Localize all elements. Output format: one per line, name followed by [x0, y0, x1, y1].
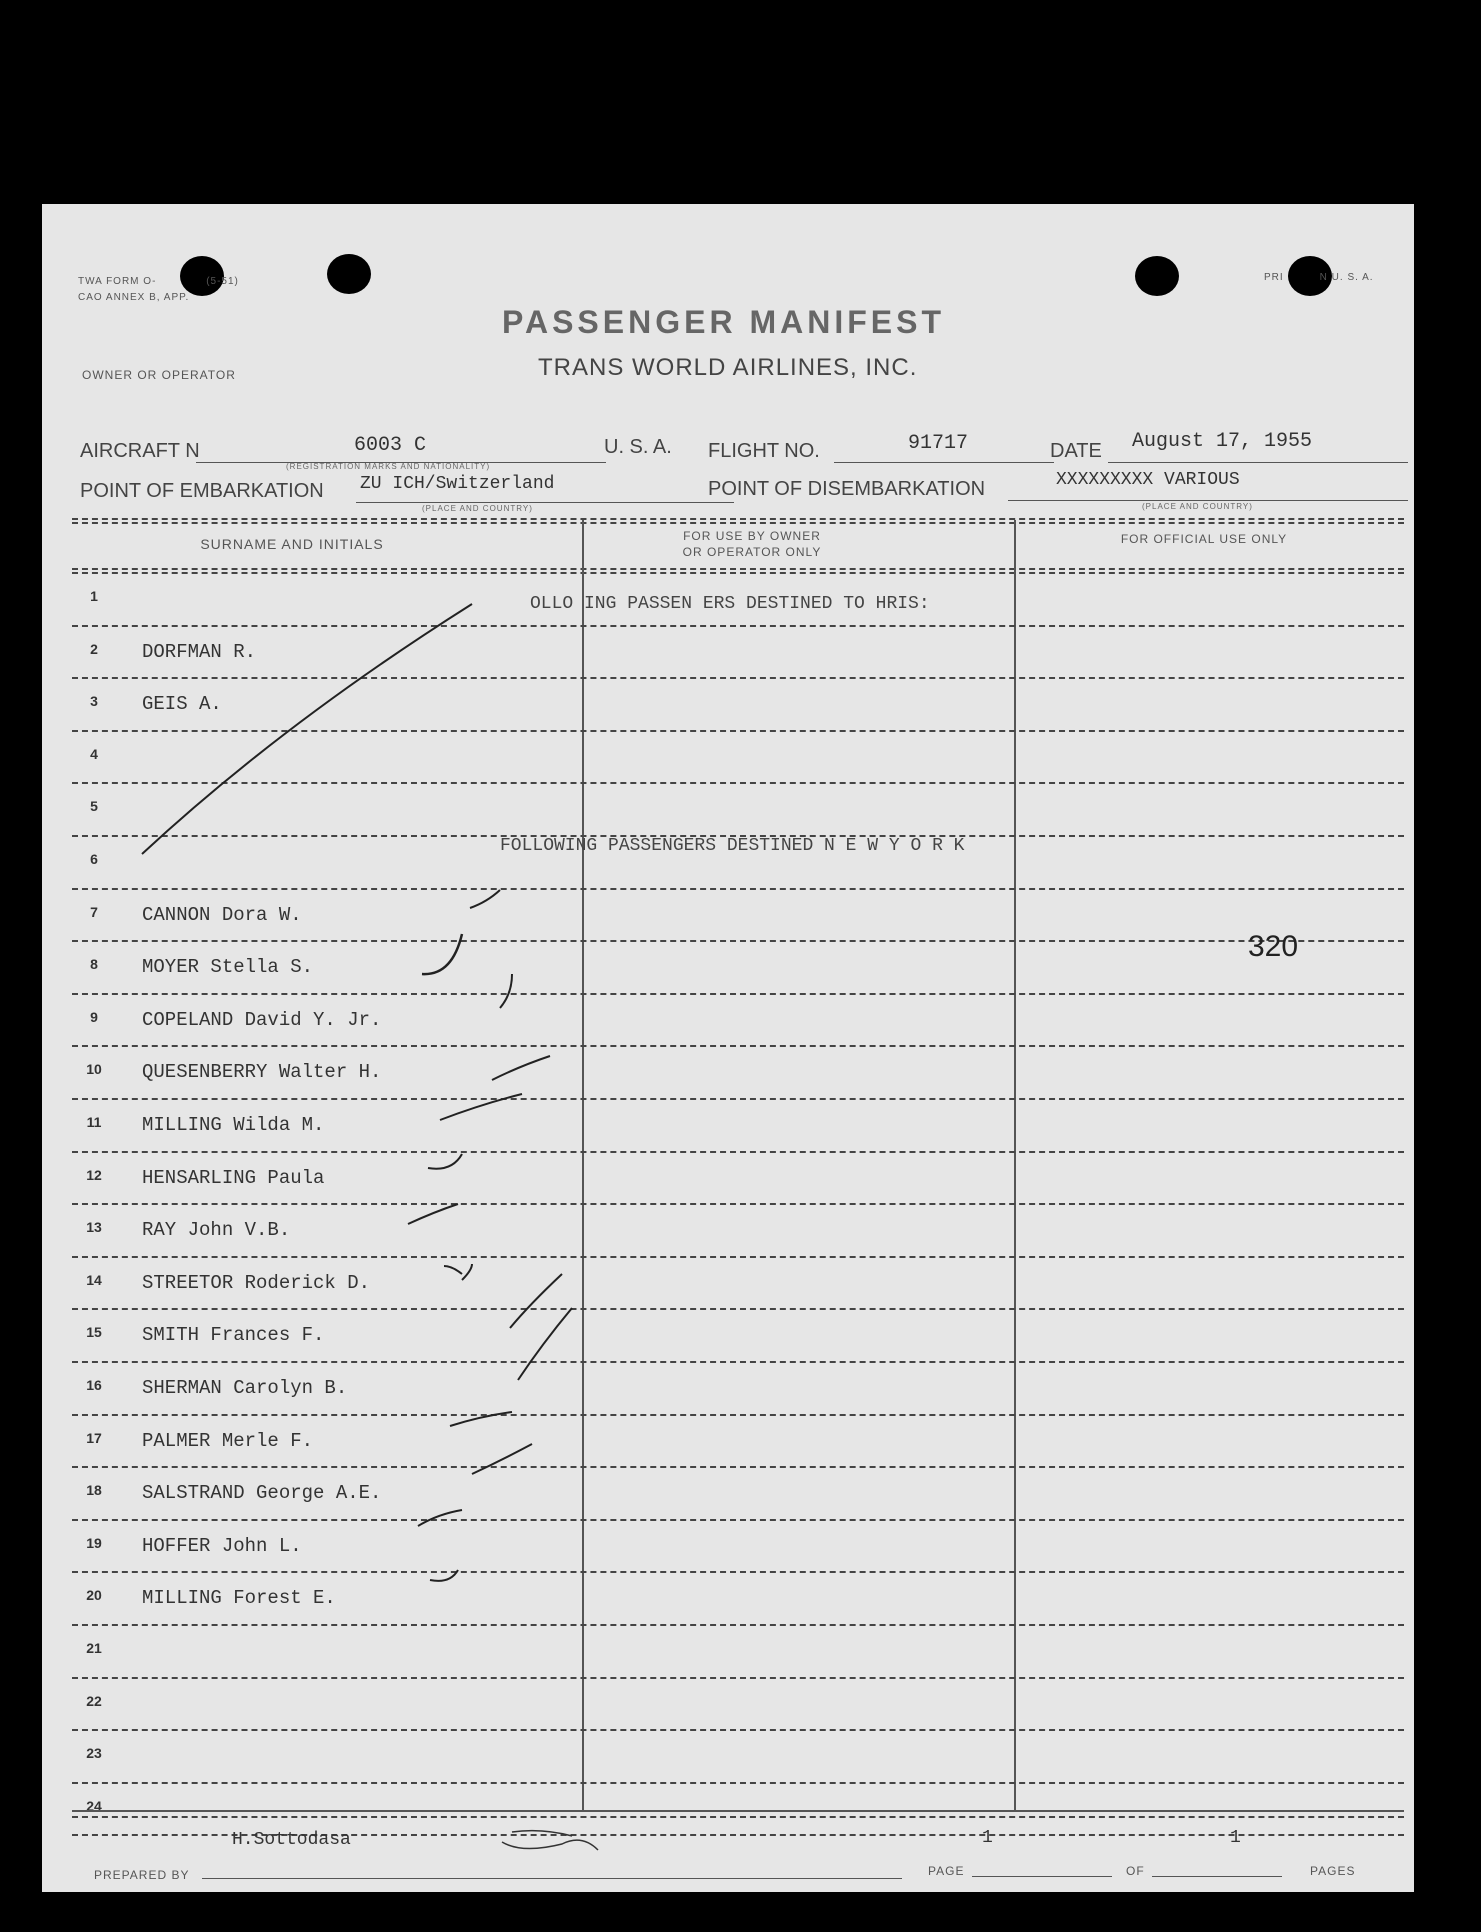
flight-label: FLIGHT NO.: [708, 440, 820, 462]
diagonal-slash: [142, 604, 472, 854]
date-label: DATE: [1050, 440, 1102, 462]
row-number: 22: [86, 1692, 102, 1709]
col-owner-header-line2: OR OPERATOR ONLY: [682, 545, 822, 559]
checkmark: [418, 1510, 462, 1526]
row-number: 21: [86, 1640, 102, 1656]
passenger-name: PALMER Merle F.: [142, 1429, 314, 1452]
aircraft-label: AIRCRAFT N: [80, 440, 200, 462]
disembarkation-value: XXXXXXXXX VARIOUS: [1056, 470, 1240, 490]
manifest-sheet: [42, 204, 1414, 1892]
embarkation-caption: (PLACE AND COUNTRY): [422, 504, 533, 513]
row-number: 1: [90, 588, 98, 604]
checkmark: [440, 1094, 522, 1120]
passenger-name: HOFFER John L.: [142, 1534, 302, 1557]
embarkation-value: ZU ICH/Switzerland: [360, 474, 555, 494]
row-number: 18: [86, 1482, 102, 1499]
official-number: 320: [1248, 930, 1299, 963]
checkmark: [500, 974, 512, 1008]
row-number: 17: [86, 1429, 102, 1446]
row-number: 19: [86, 1534, 102, 1551]
printed-in-a: PRI: [1264, 272, 1284, 283]
row-number: 9: [90, 1008, 98, 1025]
checkmark: [492, 1056, 550, 1080]
passenger-name: RAY John V.B.: [142, 1219, 291, 1242]
page-label: PAGE: [928, 1864, 965, 1878]
passenger-name: MOYER Stella S.: [142, 956, 314, 979]
checkmark: [450, 1412, 512, 1426]
total-pages: 1: [1230, 1828, 1241, 1848]
checkmark: [518, 1308, 572, 1380]
row-number: 5: [90, 798, 98, 815]
passenger-name: MILLING Forest E.: [142, 1587, 336, 1610]
form-annex: CAO ANNEX B, APP.: [78, 292, 190, 303]
passenger-name: MILLING Wilda M.: [142, 1114, 325, 1136]
col-surname-header: SURNAME AND INITIALS: [200, 536, 384, 552]
passenger-name: SALSTRAND George A.E.: [142, 1482, 382, 1505]
checkmark: [422, 934, 462, 974]
printed-in-b: N U. S. A.: [1319, 272, 1374, 283]
disembarkation-label: POINT OF DISEMBARKATION: [708, 478, 986, 500]
signature-scribble: [502, 1831, 598, 1850]
date-value: August 17, 1955: [1132, 430, 1313, 453]
passenger-name: STREETOR Roderick D.: [142, 1271, 371, 1294]
row-number: 4: [90, 745, 98, 762]
checkmark: [510, 1274, 562, 1328]
passenger-name: SHERMAN Carolyn B.: [142, 1377, 348, 1399]
passenger-name: SMITH Frances F.: [142, 1324, 325, 1347]
row-number: 20: [86, 1587, 102, 1604]
row-number: 6: [90, 851, 98, 867]
row-number: 24: [86, 1797, 102, 1814]
col-owner-header-line1: FOR USE BY OWNER: [683, 529, 821, 543]
passenger-name: QUESENBERRY Walter H.: [142, 1061, 382, 1084]
registration-caption: (REGISTRATION MARKS AND NATIONALITY): [286, 462, 491, 471]
aircraft-value: 6003 C: [354, 434, 427, 457]
flight-value: 91717: [908, 432, 969, 455]
row-number: 23: [86, 1745, 102, 1762]
row-number: 16: [86, 1377, 102, 1393]
row-number: 7: [90, 903, 98, 920]
row-number: 13: [86, 1219, 102, 1236]
form-id-line1: TWA FORM O-: [78, 276, 157, 287]
of-label: OF: [1126, 1864, 1145, 1878]
row-number: 8: [90, 956, 98, 973]
checkmark: [444, 1264, 472, 1280]
preparer-name: H.Sottodasa: [232, 1830, 351, 1850]
checkmark: [428, 1154, 462, 1169]
row-number: 11: [86, 1114, 102, 1130]
airline-name: TRANS WORLD AIRLINES, INC.: [538, 354, 918, 381]
footer-rule-2: [72, 1816, 1404, 1818]
page-underline: [972, 1876, 1112, 1877]
col-official-header: FOR OFFICIAL USE ONLY: [1120, 532, 1288, 546]
passenger-name: GEIS A.: [142, 693, 222, 716]
passenger-name: CANNON Dora W.: [142, 903, 302, 926]
prepared-by-label: PREPARED BY: [94, 1868, 190, 1882]
note-row6: FOLLOWING PASSENGERS DESTINED N E W Y O R K: [500, 836, 965, 856]
row-number: 12: [86, 1166, 102, 1183]
prepared-by-underline: [202, 1878, 902, 1879]
disembarkation-caption: (PLACE AND COUNTRY): [1142, 502, 1253, 511]
checkmark: [472, 1444, 532, 1474]
nationality: U. S. A.: [604, 436, 672, 458]
note-row1: OLLO ING PASSEN ERS DESTINED TO HRIS:: [530, 594, 930, 614]
checkmark: [470, 890, 500, 908]
row-number: 2: [90, 640, 98, 657]
form-id-date: (5-51): [206, 276, 239, 287]
of-underline: [1152, 1876, 1282, 1877]
page-number: 1: [982, 1828, 993, 1848]
passenger-name: DORFMAN R.: [142, 640, 257, 663]
checkmark: [430, 1570, 458, 1581]
row-number: 15: [86, 1324, 102, 1341]
footer-rule: [72, 1810, 1404, 1812]
passenger-name: COPELAND David Y. Jr.: [142, 1008, 382, 1031]
row-number: 3: [90, 693, 98, 710]
owner-label: OWNER OR OPERATOR: [82, 368, 236, 382]
embarkation-label: POINT OF EMBARKATION: [80, 480, 324, 502]
passenger-name: HENSARLING Paula: [142, 1166, 325, 1189]
row-number: 14: [86, 1271, 102, 1288]
pages-label: PAGES: [1310, 1864, 1356, 1878]
checkmark: [408, 1204, 458, 1224]
page-title: PASSENGER MANIFEST: [502, 304, 945, 340]
row-number: 10: [86, 1061, 102, 1078]
handwritten-marks: [42, 204, 1414, 1892]
